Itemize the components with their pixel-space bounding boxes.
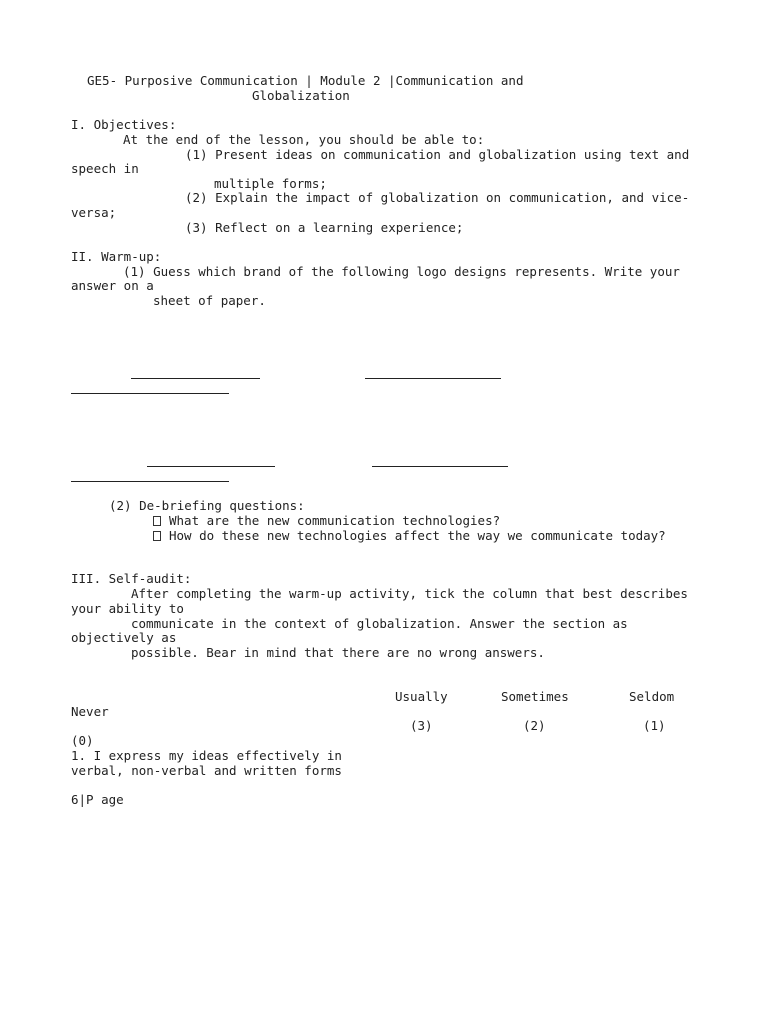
warmup-heading: II. Warm-up: bbox=[71, 249, 162, 264]
self-audit-paragraph-line1: After completing the warm-up activity, tick the column that best describes bbox=[131, 586, 688, 601]
answer-blank bbox=[365, 378, 501, 379]
module-title-line2: Globalization bbox=[252, 88, 350, 103]
answer-blank bbox=[71, 481, 229, 482]
answer-blank bbox=[147, 466, 275, 467]
debrief-bullet-2-text: How do these new technologies affect the way we communicate today? bbox=[169, 528, 666, 543]
objective-item-1: (1) Present ideas on communication and globalization using text and bbox=[185, 147, 690, 162]
objective-item-2: (2) Explain the impact of globalization on communication, and vice- bbox=[185, 190, 690, 205]
column-header-never: Never bbox=[71, 704, 109, 719]
objective-item-3: (3) Reflect on a learning experience; bbox=[185, 220, 464, 235]
column-score-sometimes: (2) bbox=[523, 718, 546, 733]
objective-item-1-wrap: speech in bbox=[71, 161, 139, 176]
module-title-line1: GE5- Purposive Communication | Module 2 |Communication and bbox=[87, 73, 524, 88]
debrief-heading: (2) De-briefing questions: bbox=[109, 498, 305, 513]
debrief-bullet-1-text: What are the new communication technologies? bbox=[169, 513, 501, 528]
column-score-never: (0) bbox=[71, 733, 94, 748]
bullet-box-icon bbox=[153, 516, 161, 526]
answer-blank bbox=[372, 466, 508, 467]
page-number: 6|P age bbox=[71, 792, 124, 807]
objectives-heading: I. Objectives: bbox=[71, 117, 177, 132]
column-header-usually: Usually bbox=[395, 689, 448, 704]
warmup-question-1-cont: sheet of paper. bbox=[153, 293, 266, 308]
self-audit-paragraph-line3: communicate in the context of globalization. Answer the section as bbox=[131, 616, 628, 631]
column-score-seldom: (1) bbox=[643, 718, 666, 733]
self-audit-paragraph-line2: your ability to bbox=[71, 601, 184, 616]
answer-blank bbox=[131, 378, 260, 379]
objectives-intro: At the end of the lesson, you should be able to: bbox=[123, 132, 485, 147]
debrief-bullet-2 bbox=[153, 528, 666, 543]
self-audit-heading: III. Self-audit: bbox=[71, 571, 192, 586]
column-header-seldom: Seldom bbox=[629, 689, 675, 704]
debrief-bullet-1 bbox=[153, 513, 500, 528]
bullet-box-icon bbox=[153, 531, 161, 541]
warmup-question-1: (1) Guess which brand of the following logo designs represents. Write your bbox=[123, 264, 680, 279]
self-audit-paragraph-line5: possible. Bear in mind that there are no wrong answers. bbox=[131, 645, 545, 660]
column-header-sometimes: Sometimes bbox=[501, 689, 569, 704]
self-audit-paragraph-line4: objectively as bbox=[71, 630, 177, 645]
answer-blank bbox=[71, 393, 229, 394]
column-score-usually: (3) bbox=[410, 718, 433, 733]
audit-item-1: 1. I express my ideas effectively in bbox=[71, 748, 342, 763]
warmup-question-1-wrap: answer on a bbox=[71, 278, 154, 293]
objective-item-2-wrap: versa; bbox=[71, 205, 117, 220]
audit-item-1-wrap: verbal, non-verbal and written forms bbox=[71, 763, 342, 778]
objective-item-1-cont: multiple forms; bbox=[214, 176, 327, 191]
